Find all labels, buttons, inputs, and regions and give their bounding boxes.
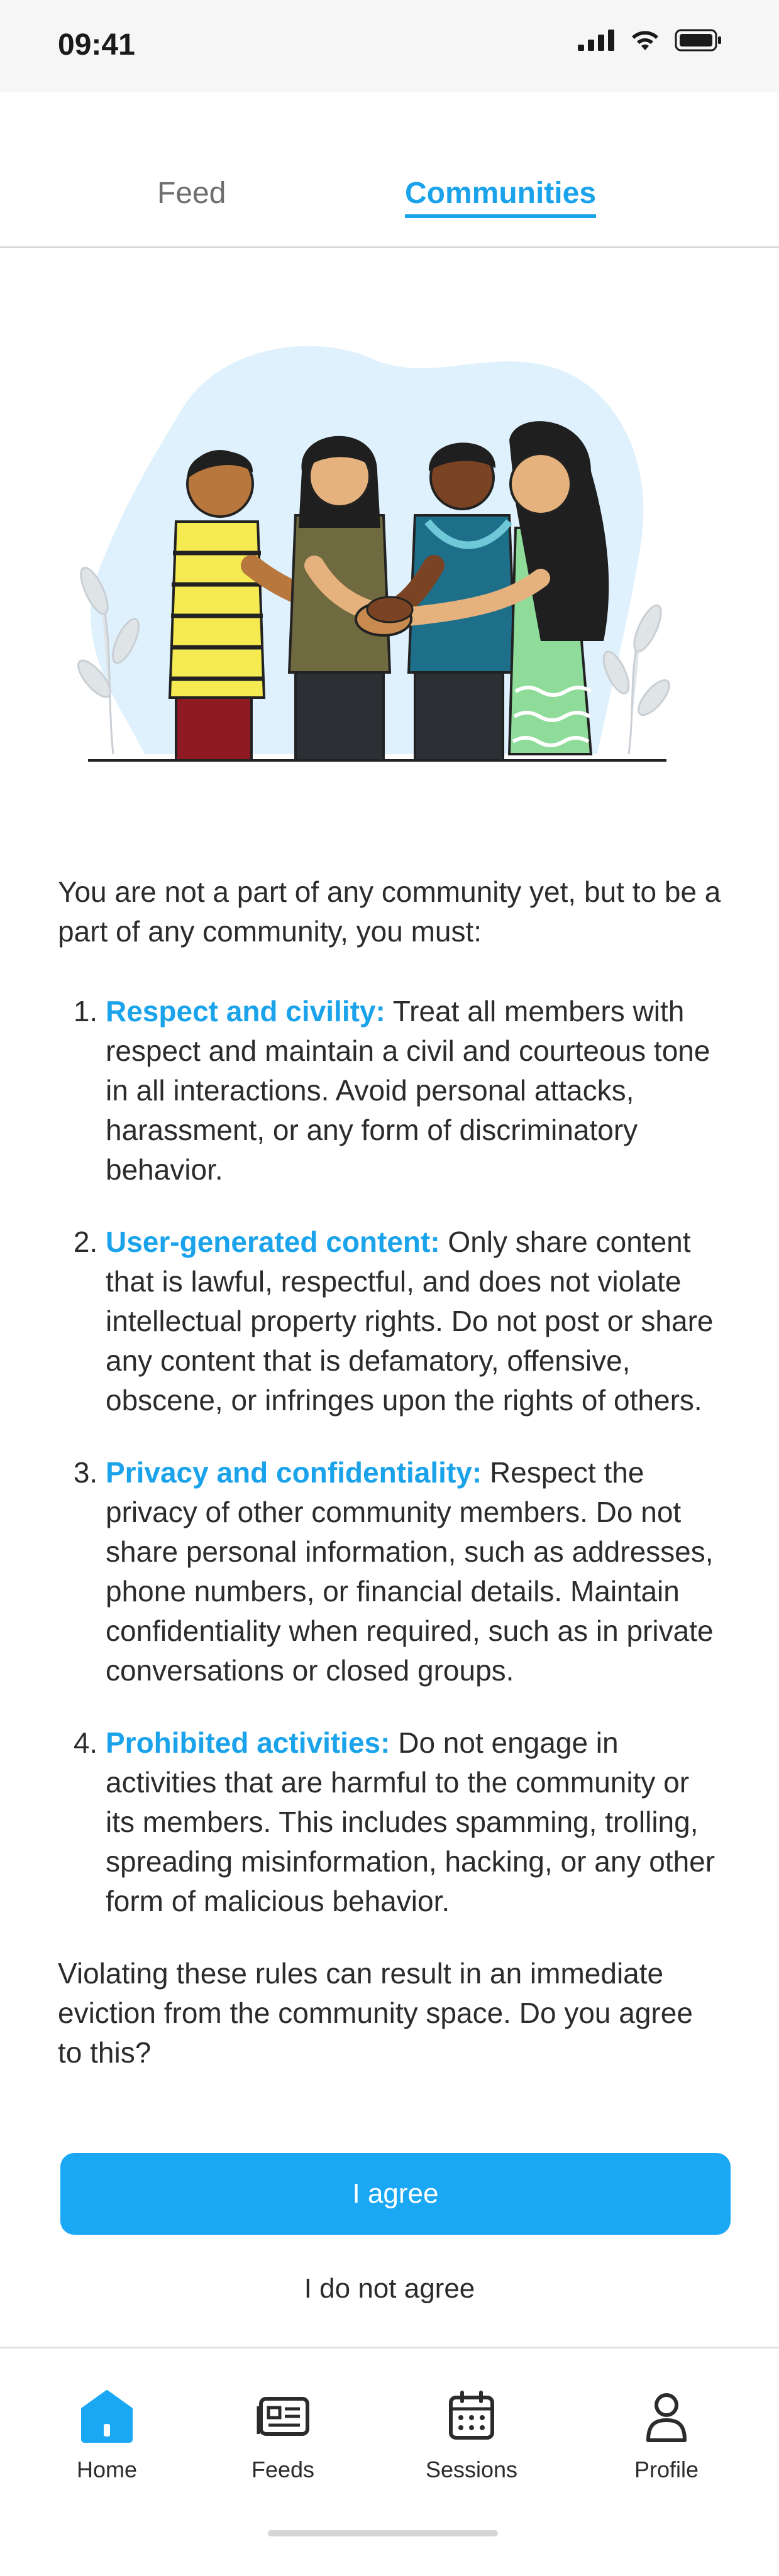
- tab-communities[interactable]: Communities: [405, 176, 596, 218]
- intro-text: You are not a part of any community yet, but to be a part of any community, you must:: [58, 875, 721, 948]
- rule-text: Treat all members with respect and maintain a civil and courteous tone in all interactions. Avoid personal attacks, harassment, or any form of discriminatory behavior.: [106, 995, 710, 1186]
- rule-item: [106, 1453, 724, 1691]
- rule-item: [106, 1723, 724, 1921]
- top-tabs: [0, 92, 779, 248]
- nav-label-home: Home: [76, 2457, 138, 2482]
- feeds-icon: [255, 2387, 311, 2444]
- closing-text: Violating these rules can result in an immediate eviction from the community space. Do you agree to this?: [58, 1957, 693, 2069]
- nav-item-sessions[interactable]: [409, 2387, 534, 2483]
- rule-title: Prohibited activities:: [106, 1726, 390, 1759]
- nav-label-sessions: Sessions: [425, 2457, 518, 2482]
- rule-item: [106, 1222, 724, 1420]
- community-rules-content: [58, 872, 724, 2073]
- rules-list: [58, 992, 724, 1921]
- tab-feed[interactable]: Feed: [157, 177, 226, 210]
- status-bar: [0, 0, 779, 92]
- signal-icon: [578, 30, 616, 51]
- wifi-icon: [629, 29, 661, 52]
- home-indicator: [268, 2530, 498, 2536]
- rule-title: User-generated content:: [106, 1225, 440, 1258]
- community-illustration: [75, 314, 679, 779]
- agree-button[interactable]: I agree: [60, 2153, 731, 2235]
- home-icon: [79, 2387, 135, 2444]
- nav-item-home[interactable]: [44, 2387, 170, 2483]
- nav-item-feeds[interactable]: [220, 2387, 346, 2483]
- disagree-button[interactable]: I do not agree: [0, 2272, 779, 2305]
- rule-item: [106, 992, 724, 1190]
- rule-text: Do not engage in activities that are harmful to the community or its members. This includes spamming, trolling, spreading misinformation, hacking, or any other form of malicious behavior.: [106, 1726, 715, 1917]
- rule-text: Respect the privacy of other community members. Do not share personal information, such as addresses, phone numbers, or financial details. Maintain confidentiality when required, such as in private conversations or closed groups.: [106, 1456, 714, 1687]
- nav-label-feeds: Feeds: [251, 2457, 315, 2482]
- calendar-icon: [443, 2387, 500, 2444]
- status-time: 09:41: [58, 28, 135, 62]
- rule-title: Respect and civility:: [106, 995, 385, 1028]
- nav-label-profile: Profile: [634, 2457, 699, 2482]
- rule-title: Privacy and confidentiality:: [106, 1456, 482, 1489]
- rule-text: Only share content that is lawful, respectful, and does not violate intellectual property rights. Do not post or share any content that is defamatory, offensive, obscene, or infringes upon the rights of others.: [106, 1225, 714, 1417]
- profile-icon: [638, 2387, 695, 2444]
- nav-item-profile[interactable]: [604, 2387, 729, 2483]
- battery-icon: [675, 29, 722, 52]
- status-icons: [578, 29, 722, 52]
- bottom-nav: [0, 2347, 779, 2576]
